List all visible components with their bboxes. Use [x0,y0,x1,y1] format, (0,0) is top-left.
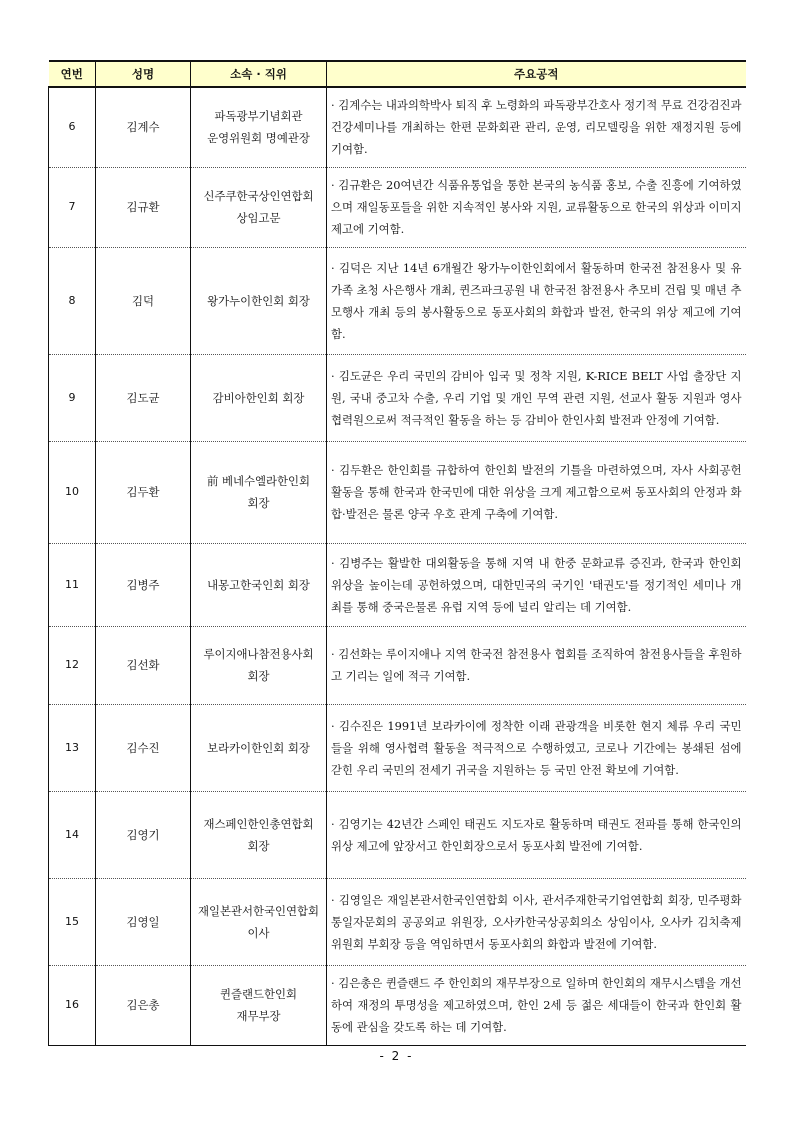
org-line: 루이지애나참전용사회 [203,647,314,661]
row-org [191,543,327,626]
row-no: 12 [49,626,96,704]
row-name: 김영일 [96,878,191,965]
row-org [191,791,327,878]
row-achievement: · 김은총은 퀸즐랜드 주 한인회의 재무부장으로 일하며 한인회의 재무시스템을 개선하여 재정의 투명성을 제고하였으며, 한인 2세 등 젊은 세대들이 한국과 한인회 활동에 관심을 갖도록 하는 데 기여함. [327,965,746,1045]
row-no: 6 [49,87,96,167]
row-achievement: · 김영기는 42년간 스페인 태권도 지도자로 활동하며 태권도 전파를 통해 한국인의 위상 제고에 앞장서고 한인회장으로서 동포사회 발전에 기여함. [327,791,746,878]
row-org [191,87,327,167]
row-no: 14 [49,791,96,878]
row-no: 7 [49,167,96,247]
table-row [49,354,746,441]
org-line: 회장 [247,496,270,510]
org-line: 재무부장 [236,1009,281,1023]
row-org [191,704,327,791]
row-name: 김계수 [96,87,191,167]
org-line: 보라카이한인회 회장 [207,740,310,755]
row-name: 김영기 [96,791,191,878]
row-org [191,354,327,441]
row-achievement: · 김수진은 1991년 보라카이에 정착한 이래 관광객을 비롯한 현지 체류 우리 국민들을 위해 영사협력 활동을 적극적으로 수행하였고, 코로나 기간에는 봉쇄된 섬에 갇힌 우리 국민의 전세기 귀국을 지원하는 등 국민 안전 확보에 기여함. [327,704,746,791]
row-org [191,878,327,965]
row-no: 13 [49,704,96,791]
header-org: 소속 · 직위 [191,61,327,87]
org-line: 신주쿠한국상인연합회 [203,189,314,203]
row-org [191,965,327,1045]
row-no: 11 [49,543,96,626]
table-row [49,441,746,543]
org-line: 이사 [247,925,270,940]
row-no: 8 [49,247,96,354]
org-line: 재일본관서한국인연합회 [197,903,320,918]
row-org [191,441,327,543]
table-row [49,167,746,247]
table-row [49,791,746,878]
header-name: 성명 [96,61,191,87]
row-org [191,626,327,704]
org-line: 회장 [247,838,270,853]
table-row [49,543,746,626]
org-line: 재스페인한인총연합회 [203,816,314,831]
row-name: 김두환 [96,441,191,543]
row-no: 9 [49,354,96,441]
row-achievement: · 김두환은 한인회를 규합하여 한인회 발전의 기틀을 마련하였으며, 자사 사회공헌활동을 통해 한국과 한국민에 대한 위상을 크게 제고함으로써 동포사회의 안정과 화합·발전은 물론 양국 우호 관계 구축에 기여함. [327,441,746,543]
row-achievement: · 김덕은 지난 14년 6개월간 왕가누이한인회에서 활동하며 한국전 참전용사 및 유가족 초청 사은행사 개최, 퀸즈파크공원 내 한국전 참전용사 추모비 건립 및 매년 추모행사 개최 등의 봉사활동으로 동포사회의 화합과 발전, 한국의 위상 제고에 기여함. [327,247,746,354]
org-line: 내몽고한국인회 회장 [207,577,310,592]
row-no: 10 [49,441,96,543]
row-achievement: · 김영일은 재일본관서한국인연합회 이사, 관서주재한국기업연합회 회장, 민주평화통일자문회의 공공외교 위원장, 오사카한국상공회의소 상임이사, 오사카 김치축제 위원회 부회장 등을 역임하면서 동포사회의 화합과 발전에 기여함. [327,878,746,965]
header-achievement: 주요공적 [327,61,746,87]
table-row [49,965,746,1045]
row-name: 김덕 [96,247,191,354]
table-row [49,878,746,965]
page-number: - 2 - [379,1049,414,1063]
row-name: 김선화 [96,626,191,704]
org-line: 회장 [247,669,270,683]
table-row [49,704,746,791]
row-achievement: · 김도균은 우리 국민의 감비아 입국 및 정착 지원, K-RICE BELT 사업 출장단 지원, 국내 중고차 수출, 우리 기업 및 개인 무역 관련 지원, 선교사 활동 지원과 영사협력원으로써 적극적인 활동을 하는 등 감비아 한인사회 발전과 안정에 기여함. [327,354,746,441]
awardee-table [48,60,746,1046]
table-row [49,247,746,354]
row-achievement: · 김계수는 내과의학박사 퇴직 후 노령화의 파독광부간호사 정기적 무료 건강검진과 건강세미나를 개최하는 한편 문화회관 관리, 운영, 리모델링을 위한 재정지원 등에 기여함. [327,87,746,167]
row-org [191,247,327,354]
row-org [191,167,327,247]
row-achievement: · 김병주는 활발한 대외활동을 통해 지역 내 한중 문화교류 증진과, 한국과 한인회 위상을 높이는데 공헌하였으며, 대한민국의 국기인 '태권도'를 정기적인 세미나 개최를 통해 중국은물론 유럽 지역 등에 널리 알리는 데 기여함. [327,543,746,626]
header-no: 연번 [49,61,96,87]
row-name: 김병주 [96,543,191,626]
row-achievement: · 김규환은 20여년간 식품유통업을 통한 본국의 농식품 홍보, 수출 진흥에 기여하였으며 재일동포들을 위한 지속적인 봉사와 지원, 교류활동으로 한국의 위상과 이미지 제고에 기여함. [327,167,746,247]
row-no: 15 [49,878,96,965]
table-row [49,626,746,704]
table-row [49,87,746,167]
row-name: 김도균 [96,354,191,441]
org-line: 파독광부기념회관 [214,109,303,124]
org-line: 前 베네수엘라한인회 [206,474,311,488]
row-name: 김규환 [96,167,191,247]
org-line: 운영위원회 명예관장 [207,131,310,146]
row-no: 16 [49,965,96,1045]
org-line: 왕가누이한인회 회장 [207,293,310,308]
row-name: 김수진 [96,704,191,791]
row-achievement: · 김선화는 루이지애나 지역 한국전 참전용사 협회를 조직하여 참전용사들을 후원하고 기리는 일에 적극 기여함. [327,626,746,704]
org-line: 상임고문 [236,211,281,225]
org-line: 퀸즐랜드한인회 [219,987,298,1001]
table-header-row [49,61,746,87]
org-line: 감비아한인회 회장 [212,390,305,405]
row-name: 김은총 [96,965,191,1045]
